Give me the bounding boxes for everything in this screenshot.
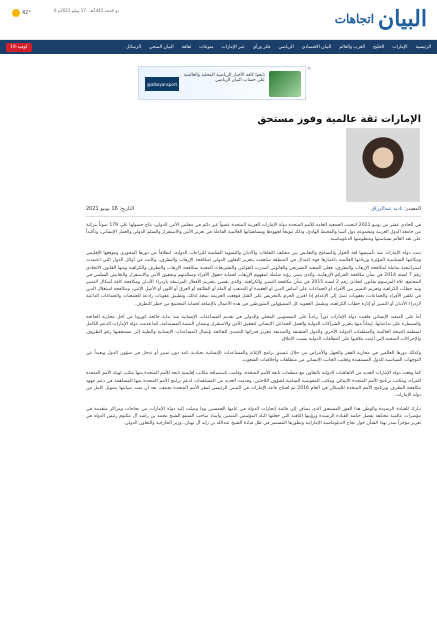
article-date <box>86 206 134 212</box>
ad-logo <box>145 77 179 91</box>
nav-item-uae[interactable]: الإمارات <box>392 44 408 50</box>
sports-ad-banner[interactable] <box>138 66 306 100</box>
ad-image <box>269 71 301 97</box>
nav-item-covid[interactable]: كوفيد-19 <box>6 43 32 52</box>
nav-item-sports[interactable]: الرياضي <box>278 44 294 50</box>
article-paragraph: كما وقعت دولة الإمارات العديد من الاتفاقيات الدولية بالتعاون مع منظمات تابعة للأمم المتحدة، وقامت باستضافة مكاتب إقليمية تابعة للأمم المتحدة منها مكتب لهيئة الأمم المتحدة للمرأة، ومكتب برنامج الأمم المتحدة الإنمائي ومكتب المفوضية السامية لشؤون اللاجئين، وقدمت العديد من المساهمات لدعم برامج الأمم المتحدة منها المساهمة في دعم جهود مكافحة التطرف وبرنامج الأمم المتحدة للإسكان في العام 2016 تم افتتاح قاعة الإمارات في المبنى الرئيسي لمقر الأمم المتحدة بجنيف، بعد أن تمت صيانتها بتمويل كامل من دولة الإمارات. <box>86 371 421 399</box>
nav-item-home[interactable]: الرئيسية <box>415 44 431 50</box>
site-logo[interactable] <box>335 3 427 35</box>
article-paragraph: نبارك للقيادة الرشيدة والوطن هذا الفوز المستحق الذي يضاف إلى قائمة إنجازات الدولة في عامها الخمسين وما وصلت إليه دولة الإمارات من نجاحات ومراكز متقدمة في مؤشرات عالمية مختلفة بفضل حكمة القيادة الرشيدة ورؤيتها الثاقبة التي جعلتها البلد المؤسس المتميز، وأشاد صاحب السمو الشيخ محمد بن راشد آل مكتوم رئيس الدولة في تقرير مؤخراً صدر بهذا الشأن حول نجاح الدبلوماسية الإماراتية وتطورها المستمر في ظل قيادة الشيخ عبدالله بن زايد آل نهيان، وزير الخارجية والتعاون الدولي. <box>86 406 421 427</box>
nav-item-economy[interactable]: البيان الاقتصادي <box>301 44 332 50</box>
nav-item-gulf[interactable]: الخليج <box>372 44 385 50</box>
main-navigation <box>0 40 437 54</box>
article-source <box>371 206 421 212</box>
logo-section: اتجاهات <box>334 12 375 26</box>
temperature: 42° <box>22 10 31 16</box>
date-label: التاريخ: <box>119 206 135 212</box>
nav-item-variety[interactable]: منوعات <box>199 44 214 50</box>
article-paragraph: وكذلك دورها العالمي في محاربة الفقر والجهل والأمراض من خلال تنسيق برامج الإغاثة والمساعدات الإنسانية بحيادية تامة دون تمييز أو تدخل في شؤون الدول وبعيداً عن التوجهات السياسية للدول المستفيدة وتغليب الجانب الإنساني من منطلقات وأخلاقيات الشعوب. <box>86 350 421 363</box>
logo-wordmark: البيان <box>378 6 427 32</box>
author-name-link[interactable]: نادية عبدالرزاق <box>371 206 403 212</box>
header-date: 6 ذو الحجة 1442هـ - 17 يوليو 2021م <box>54 8 120 13</box>
nav-item-opinion[interactable]: فكر ورأي <box>252 44 271 50</box>
source-label: المصدر: <box>404 206 421 212</box>
ad-text: تابعوا كافة الأخبار الرياضية المحلية والعالمية على حساب البيان الرياضي <box>183 73 265 83</box>
nav-item-world[interactable]: العرب والعالم <box>339 44 365 50</box>
weather-widget <box>10 6 40 26</box>
nav-item-culture[interactable]: ثقافة <box>181 44 192 50</box>
date-value: 16 يونيو 2021 <box>86 206 118 212</box>
article-paragraph: تبنت دولة الإمارات منذ تأسيسها لغة الحوار والتسامح والتعايش بين مختلف الثقافات والأديان والتسوية السلمية للنزاعات الدولية، انطلاقاً من دورها المحوري وموقعها الإقليمي ومكانتها السياسية المؤثرة وريادتها العالمية باعتبارها قوة اعتدال في المنطقة ساهمت بتعزيز التعاون الدولي لمكافحة الإرهاب والتطرف، وكانت من أوائل الدول التي اعتمدت استراتيجية شاملة لمكافحة الإرهاب والتطرف، فعلى الصعيد التشريعي والقانوني أصدرت القوانين والتشريعات المعنية بمكافحة الإرهاب والتطرف والكراهية ومنها القانون الاتحادي رقم 7 لسنة 2014 في شأن مكافحة الجرائم الإرهابية، والذي يتبنى رؤية شاملة لمفهوم الإرهاب لحماية حقوق الأفراد وسلامتهم وتحقيق الأمن والاستقرار والتعايش السلمي في المجتمع، تلاه المرسوم بقانون اتحادي رقم 2 لسنة 2015 في شأن مكافحة التمييز والكراهية، والذي يقضي بتجريم الأفعال المرتبطة بازدراء الأديان ومكافحة كافة أشكال التمييز ونبذ خطاب الكراهية وتجريم التمييز بين الأفراد أو الجماعات على أساس الدين أو العقيدة أو المذهب أو الملة أو الطائفة أو العرق أو اللون أو الأصل الإثني، ومكافحة استغلال الدين في تكفير الأفراد والجماعات، بعقوبات تصل إلى الإعدام إذا اقترن الجرم بالتحريض على القتل فوقعت الجريمة نتيجة لذلك، وتطبيق عقوبات رادعة للجمعيات والجماعات الداعية لازدراء الأديان أو التمييز أو إثارة خطاب الكراهية، وتشمل العقوبة كل المسؤولين المتورطين في هذه الأعمال بالإضافة لحماية المجتمع من خطر التطرف. <box>86 251 421 307</box>
sun-icon <box>12 9 20 17</box>
article-body <box>86 222 421 434</box>
article-paragraph: في الحادي عشر من يونيو 2021 انتخبت الجمعية العامة للأمم المتحدة دولة الإمارات العربية المتحدة عضواً غير دائم في مجلس الأمن الدولي، نتاج حصولها على 179 صوتاً بتزكية من جامعة الدول العربية ومجموعة دول آسيا والمحيط الهادئ، وذلك تتويجاً لجهودها ومساهماتها العالمية الفاعلة في تعزيز الأمن والاستقرار والسلم الدولي والعمل الإنساني، وتأكيداً على ثقة العالم بسياستها ومنظومتها الدبلوماسية. <box>86 223 422 243</box>
nav-item-letters[interactable]: الرسائل <box>126 44 142 50</box>
article-headline: الإمارات ثقة عالمية وفوز مستحق <box>257 114 421 125</box>
top-bar <box>0 0 437 40</box>
author-photo <box>346 128 420 202</box>
nav-item-health[interactable]: البيان الصحي <box>149 44 174 50</box>
ad-handle: @albayansport <box>146 81 178 87</box>
nav-item-across-uae[interactable]: عبر الإمارات <box>221 44 245 50</box>
article-paragraph: أما على الصعيد الإنساني فلعبت دولة الإمارات دوراً ريادياً على المستويين المحلي والدولي في تقديم المساعدات الإنسانية منذ بداية جائحة كورونا من أجل محاربة الجائحة والسيطرة على تداعياتها، إيماناً منها بتعزيز الشراكات الدولية والعمل الجماعي الإنساني لتحقيق الأمن والاستقرار وضمان التنمية المستدامة، كما قدمت دولة الإمارات الدعم الكامل لمنظمة الصحة العالمية والمنظمات الدولية الأخرى والدول الشقيقة والصديقة بتعزيز قدراتها للتصدي للجائحة بإيصال المساعدات الإنسانية والطبية إلى مستحقيها رغم الظروف والإجراءات الصحية التي أثبتت بتلاقيها على النطاقات الدولية بسبب الإغلاق. <box>86 315 421 342</box>
divider <box>86 216 421 217</box>
ad-close-icon[interactable]: × <box>306 66 312 72</box>
